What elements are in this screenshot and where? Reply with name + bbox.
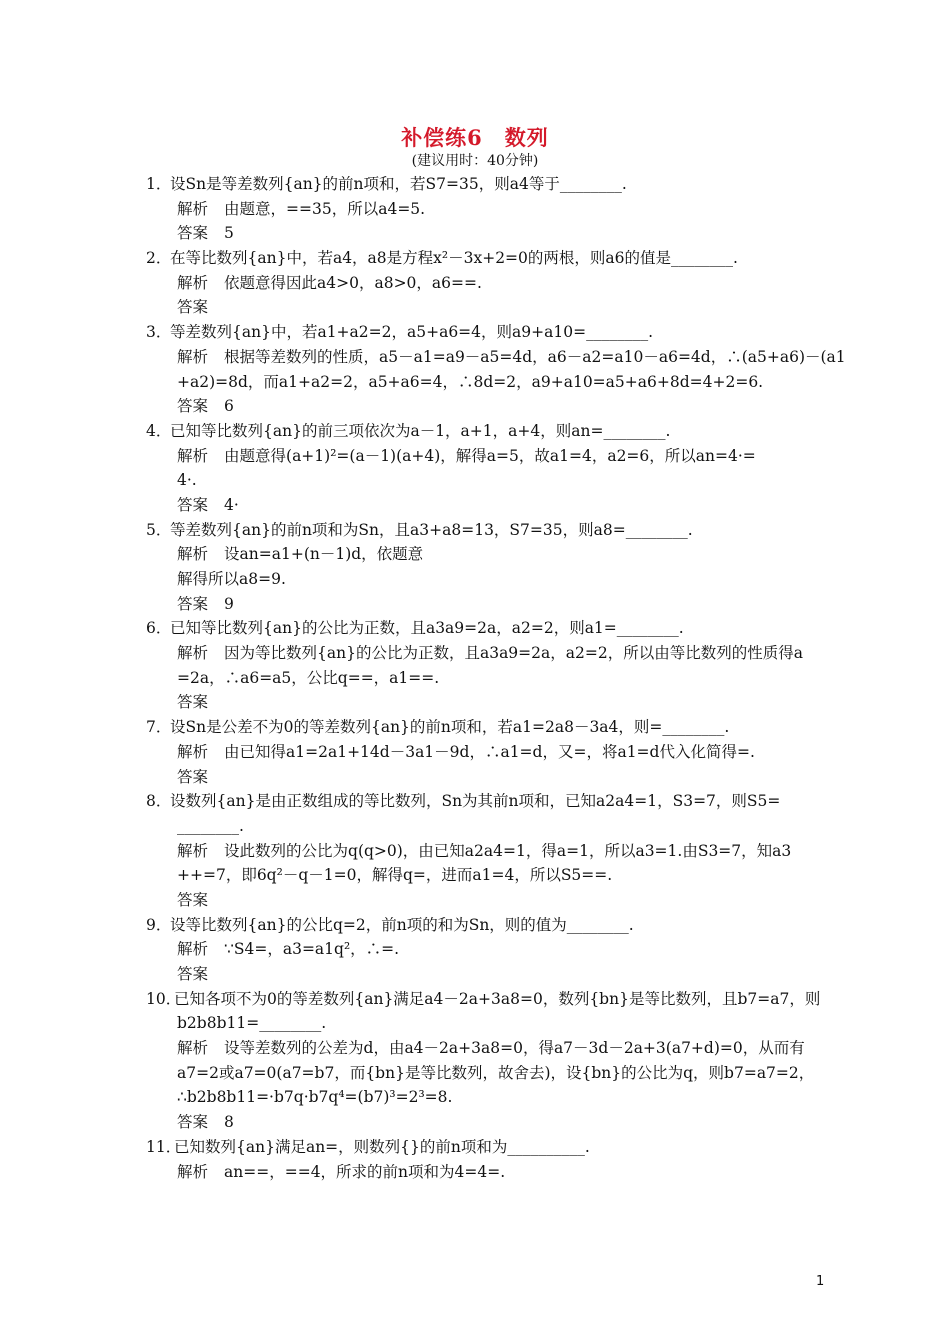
- continuation-line: [146, 1061, 814, 1086]
- line-text: 根据等差数列的性质，a5－a1=a9－a5=4d，a6－a2=a10－a6=4d，∴(a5+a6)－(a1: [224, 347, 846, 366]
- answer-label: 答案: [177, 298, 209, 317]
- page-number: 1: [816, 1274, 825, 1289]
- answer-line: [146, 394, 814, 419]
- question-line: [146, 913, 814, 938]
- line-text: 已知数列{an}满足an=，则数列{}的前n项和为__________.: [174, 1137, 590, 1156]
- answer-line: [146, 888, 814, 913]
- analysis-line: [146, 444, 814, 469]
- line-text: an==，==4，所求的前n项和为4=4=.: [224, 1162, 506, 1181]
- line-text: 由题意，==35，所以a4=5.: [224, 199, 426, 218]
- page-subtitle: (建议用时：40分钟): [411, 153, 539, 169]
- line-text: 9: [224, 594, 234, 613]
- line-text: 设等差数列的公差为d，由a4－2a+3a8=0，得a7－3d－2a+3(a7+d)=0，从而有: [224, 1039, 805, 1058]
- analysis-label: 解析: [177, 273, 209, 292]
- analysis-label: 解析: [177, 1162, 209, 1181]
- question-number: 2．: [146, 249, 172, 268]
- answer-label: 答案: [177, 890, 209, 909]
- line-text: ∴b2b8b11=·b7q·b7q⁴=(b7)³=2³=8.: [177, 1088, 453, 1107]
- answer-line: [146, 592, 814, 617]
- page-title: 补偿练6 数列: [401, 125, 549, 150]
- line-text: 在等比数列{an}中，若a4，a8是方程x²－3x+2=0的两根，则a6的值是________.: [170, 249, 738, 268]
- line-text: 解得所以a8=9.: [177, 570, 286, 588]
- answer-line: [146, 765, 814, 790]
- analysis-line: [146, 1160, 814, 1185]
- answer-label: 答案: [177, 594, 209, 613]
- answer-label: 答案: [177, 397, 209, 416]
- analysis-line: [146, 740, 814, 765]
- question-number: 4．: [146, 421, 172, 440]
- continuation-line: [146, 814, 814, 839]
- question-number: 5．: [146, 520, 172, 539]
- line-text: a7=2或a7=0(a7=b7，而{bn}是等比数列，故舍去)，设{bn}的公比为q，则b7=a7=2，: [177, 1063, 815, 1082]
- question-number: 9．: [146, 915, 172, 934]
- line-text: ________.: [177, 816, 244, 835]
- question-number: 10．: [146, 989, 182, 1008]
- answer-line: [146, 690, 814, 715]
- line-text: b2b8b11=________.: [177, 1014, 327, 1033]
- line-text: 设Sn是公差不为0的等差数列{an}的前n项和，若a1=2a8－3a4，则=________.: [170, 718, 730, 737]
- analysis-label: 解析: [177, 644, 209, 663]
- line-text: 已知各项不为0的等差数列{an}满足a4－2a+3a8=0，数列{bn}是等比数列，且b7=a7，则: [174, 989, 821, 1008]
- answer-line: [146, 962, 814, 987]
- line-text: 已知等比数列{an}的公比为正数，且a3a9=2a，a2=2，则a1=________.: [170, 619, 684, 638]
- analysis-label: 解析: [177, 545, 209, 564]
- analysis-line: [146, 542, 814, 567]
- question-number: 6．: [146, 619, 172, 638]
- continuation-line: [146, 666, 814, 691]
- line-text: 由题意得(a+1)²=(a－1)(a+4)，解得a=5，故a1=4，a2=6，所以an=4·=: [224, 446, 756, 465]
- question-line: [146, 419, 814, 444]
- continuation-line: [146, 567, 814, 592]
- line-text: 设等比数列{an}的公比q=2，前n项的和为Sn，则的值为________.: [170, 915, 634, 934]
- analysis-line: [146, 197, 814, 222]
- answer-label: 答案: [177, 965, 209, 983]
- answer-label: 答案: [177, 495, 209, 514]
- answer-line: [146, 493, 814, 518]
- line-text: =2a，∴a6=a5，公比q==，a1==.: [177, 668, 440, 687]
- line-text: +a2)=8d，而a1+a2=2，a5+a6=4，∴8d=2，a9+a10=a5+a6+8d=4+2=6.: [177, 372, 764, 391]
- question-line: [146, 616, 814, 641]
- line-text: 5: [224, 224, 234, 243]
- line-text: 8: [224, 1113, 234, 1132]
- exercise-list: [146, 172, 846, 1184]
- question-line: [146, 715, 814, 740]
- analysis-line: [146, 271, 814, 296]
- answer-line: [146, 221, 814, 246]
- line-text: ∵S4=，a3=a1q²，∴=.: [224, 940, 400, 959]
- question-number: 11．: [146, 1137, 182, 1156]
- continuation-line: [146, 370, 814, 395]
- answer-label: 答案: [177, 224, 209, 243]
- line-text: 设此数列的公比为q(q>0)，由已知a2a4=1，得a=1，所以a3=1.由S3=7，知a3: [224, 841, 792, 860]
- line-text: 由已知得a1=2a1+14d－3a1－9d，∴a1=d，又=，将a1=d代入化简得=.: [224, 742, 755, 761]
- analysis-label: 解析: [177, 940, 209, 959]
- analysis-line: [146, 345, 846, 370]
- continuation-line: [146, 863, 814, 888]
- analysis-line: [146, 641, 814, 666]
- question-number: 1．: [146, 175, 172, 193]
- question-line: [146, 246, 814, 271]
- line-text: 设Sn是等差数列{an}的前n项和，若S7=35，则a4等于________.: [170, 175, 627, 193]
- line-text: 等差数列{an}中，若a1+a2=2，a5+a6=4，则a9+a10=________.: [170, 323, 653, 342]
- continuation-line: [146, 1011, 814, 1036]
- continuation-line: [146, 468, 814, 493]
- line-text: 已知等比数列{an}的前三项依次为a－1，a+1，a+4，则an=________.: [170, 421, 671, 440]
- question-line: [146, 518, 814, 543]
- line-text: 6: [224, 397, 234, 416]
- analysis-line: [146, 1036, 814, 1061]
- line-text: 4·: [224, 495, 239, 514]
- analysis-label: 解析: [177, 446, 209, 465]
- question-line: [146, 172, 814, 197]
- line-text: 设数列{an}是由正数组成的等比数列，Sn为其前n项和，已知a2a4=1，S3=7，则S5=: [170, 792, 781, 811]
- line-text: 依题意得因此a4>0，a8>0，a6==.: [224, 273, 482, 292]
- question-number: 8．: [146, 792, 172, 811]
- analysis-label: 解析: [177, 841, 209, 860]
- line-text: 4·.: [177, 471, 197, 490]
- answer-label: 答案: [177, 693, 209, 712]
- question-line: [146, 1135, 814, 1160]
- question-number: 7．: [146, 718, 172, 737]
- line-text: 因为等比数列{an}的公比为正数，且a3a9=2a，a2=2，所以由等比数列的性质得a: [224, 644, 803, 663]
- question-line: [146, 987, 821, 1012]
- analysis-label: 解析: [177, 199, 209, 218]
- answer-label: 答案: [177, 1113, 209, 1132]
- analysis-label: 解析: [177, 347, 209, 366]
- question-number: 3．: [146, 323, 172, 342]
- analysis-line: [146, 839, 814, 864]
- answer-line: [146, 295, 814, 320]
- continuation-line: [146, 1085, 814, 1110]
- analysis-label: 解析: [177, 1039, 209, 1058]
- line-text: ++=7，即6q²－q－1=0，解得q=，进而a1=4，所以S5==.: [177, 866, 613, 885]
- analysis-line: [146, 937, 814, 962]
- line-text: 设an=a1+(n－1)d，依题意: [224, 545, 424, 564]
- line-text: 等差数列{an}的前n项和为Sn，且a3+a8=13，S7=35，则a8=________.: [170, 520, 693, 539]
- analysis-label: 解析: [177, 742, 209, 761]
- question-line: [146, 320, 814, 345]
- answer-label: 答案: [177, 767, 209, 786]
- answer-line: [146, 1110, 814, 1135]
- question-line: [146, 789, 814, 814]
